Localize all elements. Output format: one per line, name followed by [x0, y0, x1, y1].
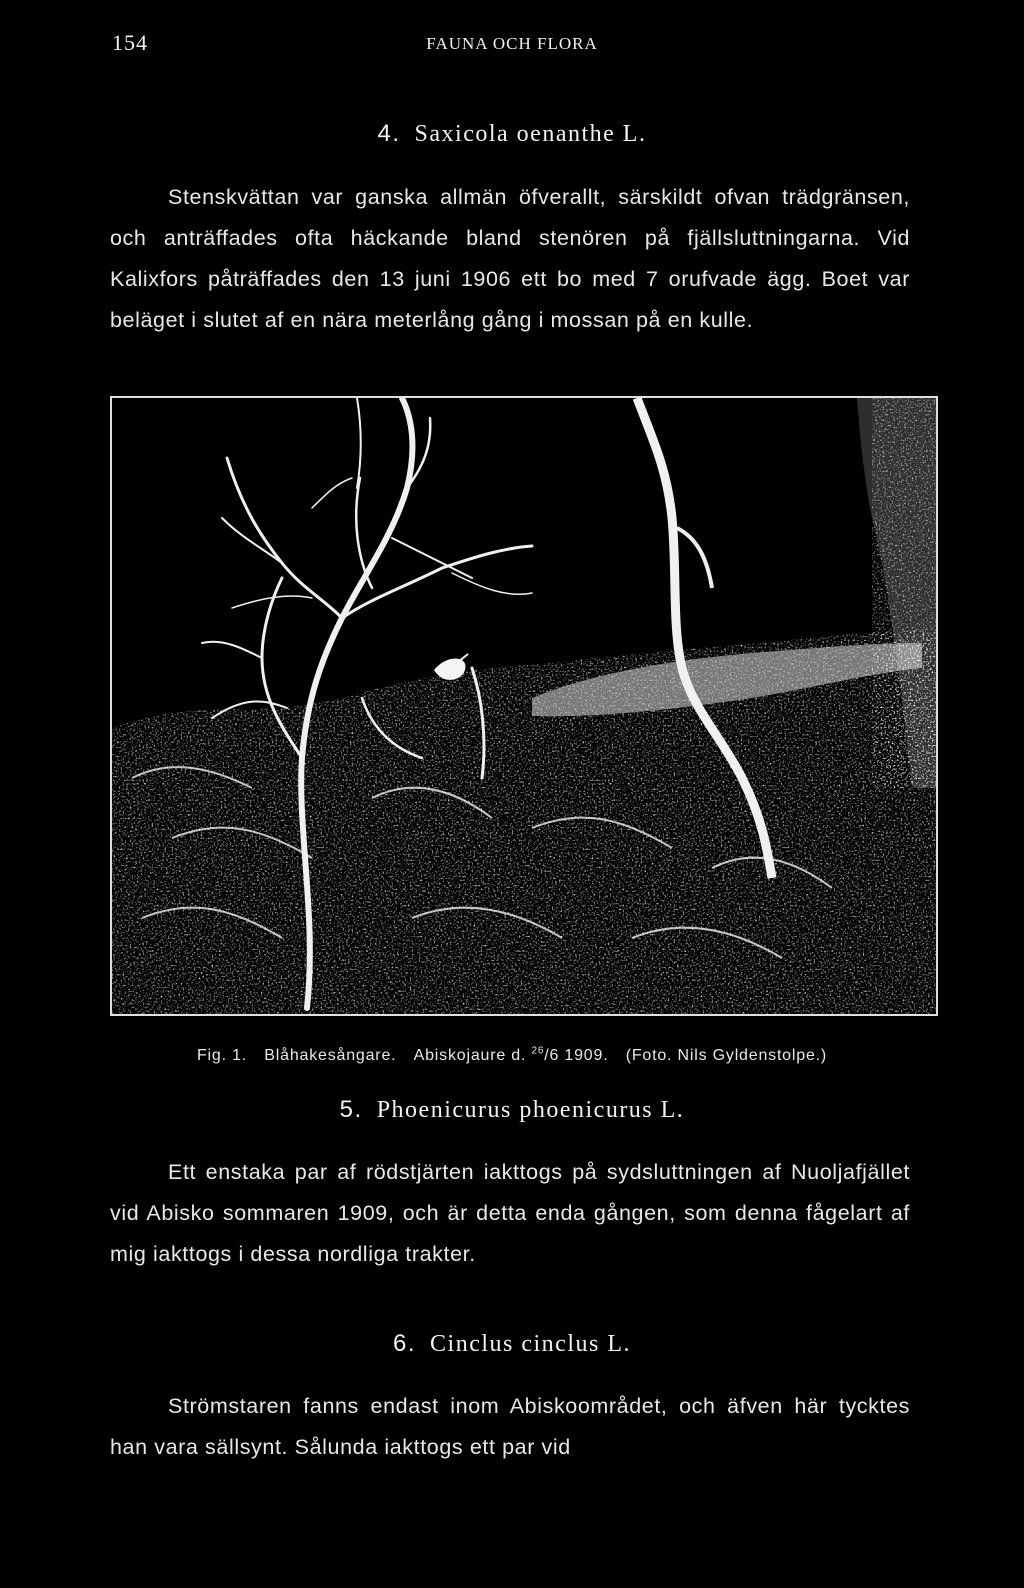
section-title: Cinclus cinclus L. [430, 1331, 631, 1357]
paragraph-saxicola: Stenskvättan var ganska allmän öfverallt, särskildt ofvan trädgränsen, och anträffades ofta häckande bland stenören på fjällsluttningarna. Vid Kalixfors påträffades den 13 juni 1906 ett bo med 7 orufvade ägg. Boet var beläget i slutet af en nära meterlång gång i mossan på en kulle. [110, 185, 910, 332]
page-number: 154 [112, 30, 148, 55]
fig-date-sup: 26 [531, 1046, 545, 1057]
section-title: Saxicola oenanthe L. [414, 121, 647, 147]
section-number: 4. [377, 120, 401, 147]
fig-date-rest: /6 1909. [544, 1047, 609, 1065]
figure-caption [0, 1046, 1024, 1065]
running-head: FAUNA OCH FLORA [426, 34, 598, 53]
section-number: 5. [339, 1096, 363, 1123]
section-heading-phoenicurus [0, 1096, 1024, 1124]
photograph-figure [110, 396, 938, 1016]
fig-species: Blåhakesångare. [264, 1047, 397, 1065]
section-number: 6. [393, 1330, 417, 1357]
fig-label: Fig. 1. [196, 1047, 248, 1065]
fig-place-date [414, 1047, 609, 1064]
paragraph-phoenicurus: Ett enstaka par af rödstjärten iakttogs på sydsluttningen af Nuoljafjället vid Abisko sommaren 1909, och är detta enda gången, som denna fågelart af mig iakttogs i dessa nordliga trakter. [110, 1160, 910, 1266]
section-title: Phoenicurus phoenicurus L. [376, 1097, 685, 1123]
fig-place: Abiskojaure d. [413, 1047, 527, 1065]
section-heading-cinclus [0, 1330, 1024, 1358]
paragraph-cinclus: Strömstaren fanns endast inom Abiskoområdet, och äfven här tycktes han vara sällsynt. Sålunda iakttogs ett par vid [110, 1394, 910, 1459]
bluethroat-photo [112, 398, 936, 1014]
fig-credit: (Foto. Nils Gyldenstolpe.) [625, 1047, 828, 1065]
section-heading-saxicola [0, 120, 1024, 148]
